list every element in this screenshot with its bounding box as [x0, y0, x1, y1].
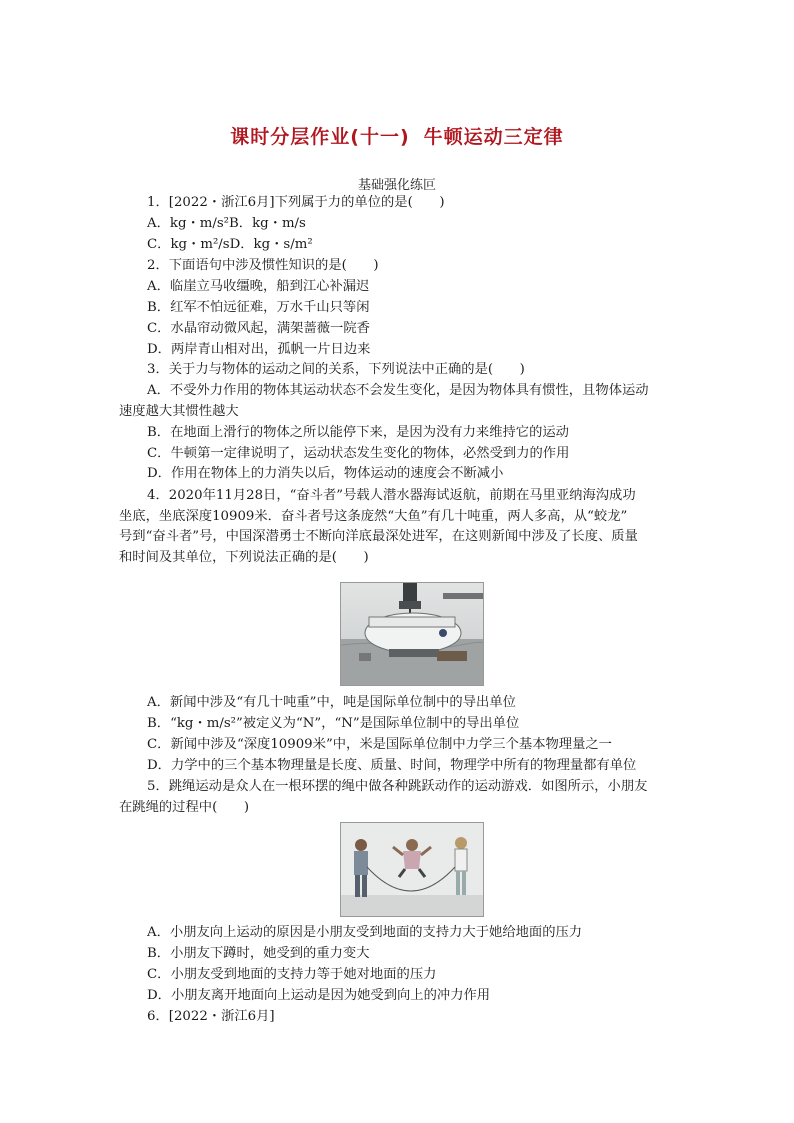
question-4-stem-1: 4．2020年11月28日，“奋斗者”号载人潜水器海试返航，前期在马里亚纳海沟成功: [147, 488, 636, 503]
question-2-option-b: B．红军不怕远征难，万水千山只等闲: [147, 300, 370, 315]
question-6-stem: 6．[2022・浙江6月]: [147, 1009, 275, 1024]
question-3-option-d: D．作用在物体上的力消失以后，物体运动的速度会不断减小: [147, 466, 504, 481]
question-3-option-c: C．牛顿第一定律说明了，运动状态发生变化的物体，必然受到力的作用: [147, 446, 570, 461]
question-4-option-a: A．新闻中涉及“有几十吨重”中，吨是国际单位制中的导出单位: [147, 695, 516, 710]
question-2-option-a: A．临崖立马收缰晚，船到江心补漏迟: [147, 279, 370, 294]
submersible-photo: [340, 582, 484, 686]
question-5-option-a: A．小朋友向上运动的原因是小朋友受到地面的支持力大于她给地面的压力: [147, 925, 583, 940]
section-heading: 基础强化练叵: [357, 178, 436, 193]
question-2-option-d: D．两岸青山相对出，孤帆一片日边来: [147, 342, 371, 357]
question-4-option-b: B．“kg・m/s²”被定义为“N”，“N”是国际单位制中的导出单位: [147, 716, 520, 731]
question-3-option-a-cont: 速度越大其惯性越大: [119, 404, 239, 419]
question-4-stem-2: 坐底，坐底深度10909米．奋斗者号这条庞然“大鱼”有几十吨重，两人多高，从“蛟龙”: [119, 509, 628, 524]
question-5-option-b: B．小朋友下蹲时，她受到的重力变大: [147, 946, 370, 961]
question-5-option-d: D．小朋友离开地面向上运动是因为她受到向上的冲力作用: [147, 988, 491, 1003]
question-3-stem: 3．关于力与物体的运动之间的关系，下列说法中正确的是( ): [147, 362, 525, 377]
question-3-option-a: A．不受外力作用的物体其运动状态不会发生变化，是因为物体具有惯性，且物体运动: [147, 383, 649, 398]
question-2-stem: 2．下面语句中涉及惯性知识的是( ): [147, 258, 379, 273]
question-1-options-ab: A．kg・m/s²B．kg・m/s: [147, 216, 306, 231]
page-title: [0, 122, 794, 149]
question-4-option-d: D．力学中的三个基本物理量是长度、质量、时间，物理学中所有的物理量都有单位: [147, 758, 637, 773]
question-2-option-c: C．水晶帘动微风起，满架蔷薇一院香: [147, 321, 370, 336]
question-5-stem-2: 在跳绳的过程中( ): [119, 800, 250, 815]
question-4-stem-3: 号到“奋斗者”号，中国深潜勇士不断向洋底最深处进军，在这则新闻中涉及了长度、质量: [119, 529, 638, 544]
question-1-options-cd: C．kg・m²/sD．kg・s/m²: [147, 237, 313, 252]
question-3-option-b: B．在地面上滑行的物体之所以能停下来，是因为没有力来维持它的运动: [147, 425, 569, 440]
question-4-option-c: C．新闻中涉及“深度10909米”中，米是国际单位制中力学三个基本物理量之一: [147, 737, 612, 752]
jump-rope-photo: [340, 822, 484, 917]
question-5-stem-1: 5．跳绳运动是众人在一根环摆的绳中做各种跳跃动作的运动游戏．如图所示，小朋友: [147, 779, 648, 794]
title-main: 课时分层作业(十一): [230, 126, 410, 148]
question-1-stem: 1．[2022・浙江6月]下列属于力的单位的是( ): [147, 195, 445, 210]
question-4-stem-4: 和时间及其单位，下列说法正确的是( ): [119, 550, 369, 565]
question-5-option-c: C．小朋友受到地面的支持力等于她对地面的压力: [147, 967, 437, 982]
title-topic: 牛顿运动三定律: [423, 126, 564, 148]
